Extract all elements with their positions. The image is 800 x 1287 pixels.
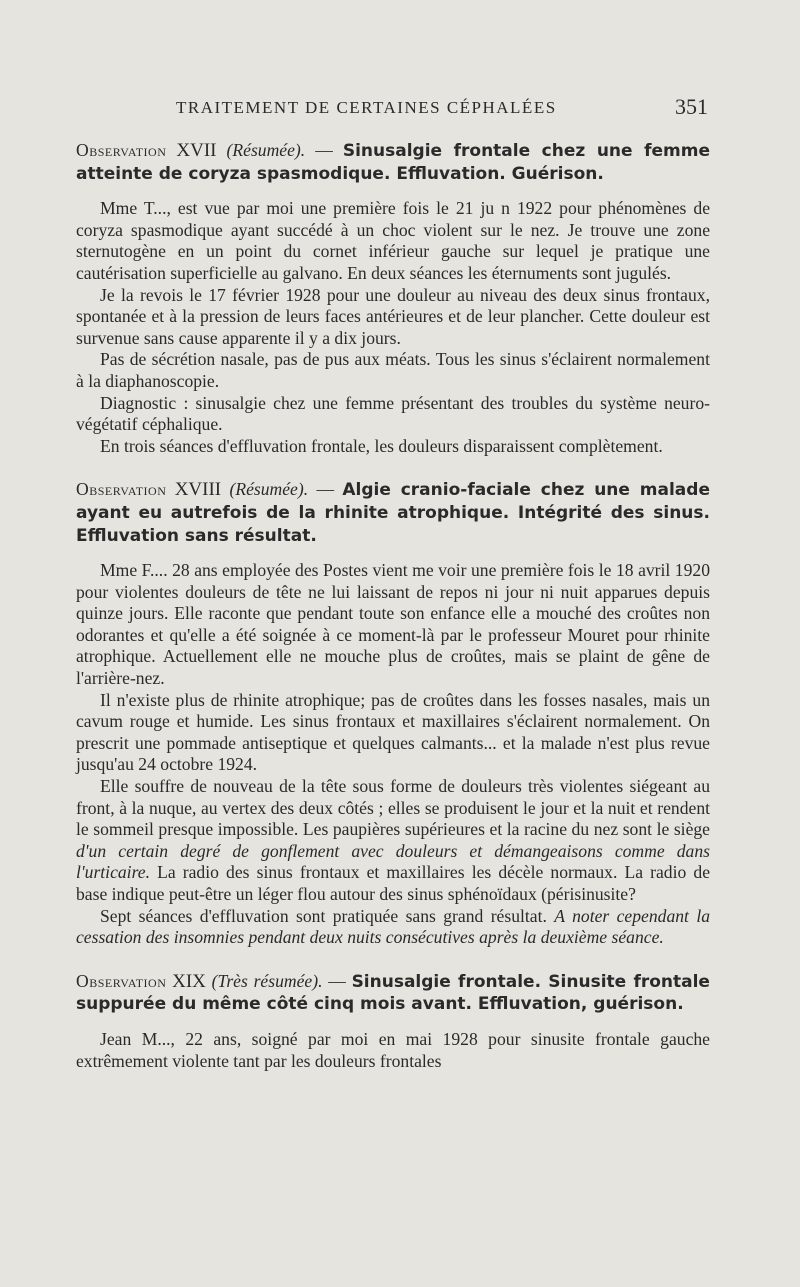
paragraph-text: Elle souffre de nouveau de la tête sous forme de douleurs très violentes siégeant au front, à la nuque, au vertex des deux côtés ; elles se produisent le jour et la nuit et rendent le sommeil presque impossible. Les paupières supérieures et la racine du nez sont le siège (76, 776, 710, 840)
paragraph: Diagnostic : sinusalgie chez une femme présentant des troubles du système neuro-végétatif céphalique. (76, 392, 710, 435)
observation-heading (76, 971, 710, 1016)
observation-note: (Résumée). (226, 140, 306, 160)
paragraph-italic: d'un certain degré de gonflement avec douleurs et démangeaisons comme dans l'urticaire. (76, 840, 710, 883)
observation-number: XVII (176, 140, 217, 161)
paragraph (76, 776, 710, 906)
paragraph-italic: A noter cependant la cessation des insomnies pendant deux nuits consécutives après la deuxième séance. (76, 905, 710, 948)
running-head (76, 94, 708, 128)
paragraph: Mme T..., est vue par moi une première fois le 21 ju n 1922 pour phénomènes de coryza spasmodique ayant succédé à un choc violent sur le nez. Je trouve une zone sternutogène en un point du cornet inférieur gauche sur lequel je pratique une cautérisation superficielle au galvano. En deux séances les éternuments sont jugulés. (76, 198, 710, 283)
running-head-title: TRAITEMENT DE CERTAINES CÉPHALÉES (176, 98, 557, 117)
page-number: 351 (675, 94, 708, 119)
observation-label: Observation (76, 140, 167, 160)
paragraph: Il n'existe plus de rhinite atrophique; pas de croûtes dans les fosses nasales, mais un cavum rouge et humide. Les sinus frontaux et maxillaires s'éclairent normalement. On prescrit une pommade antiseptique et quelques calmants... et la malade n'est plus revue jusqu'au 24 octobre 1924. (76, 689, 710, 775)
body-text (76, 140, 710, 1072)
paragraph-text: La radio des sinus frontaux et maxillaires les décèle normaux. La radio de base indique peut-être un léger flou autour des sinus sphénoïdaux (périsinusite? (76, 862, 710, 904)
observation-note: (Résumée). (229, 479, 309, 500)
observation-dash: — (328, 970, 346, 991)
observation-heading (76, 140, 710, 185)
observation-label: Observation (76, 970, 167, 991)
observation-title: Sinusalgie frontale. Sinusite frontale suppurée du même côté cinq mois avant. Effluvation, guérison. (76, 971, 710, 1015)
observation-number: XVIII (174, 479, 222, 501)
observation-number: XIX (172, 970, 206, 992)
paragraph: Je la revois le 17 février 1928 pour une douleur au niveau des deux sinus frontaux, spontanée et à la pression de leurs faces antérieures et de leur plancher. Cette douleur est survenue sans cause apparente il y a dix jours. (76, 284, 710, 348)
observation-dash: — (315, 140, 333, 160)
paragraph: En trois séances d'effluvation frontale, les douleurs disparaissent complètement. (100, 435, 663, 456)
observation-note: (Très résumée). (211, 970, 323, 991)
observation-title: Algie cranio-faciale chez une malade ayant eu autrefois de la rhinite atrophique. Intégrité des sinus. Effluvation sans résultat. (76, 480, 710, 546)
paragraph (76, 906, 710, 949)
paragraph: Jean M..., 22 ans, soigné par moi en mai 1928 pour sinusite frontale gauche extrêmement violente tant par les douleurs frontales (76, 1028, 710, 1071)
observation-dash: — (316, 479, 335, 500)
observation-label: Observation (76, 479, 167, 500)
observation-heading (76, 479, 710, 547)
paragraph: Pas de sécrétion nasale, pas de pus aux méats. Tous les sinus s'éclairent normalement à la diaphanoscopie. (76, 349, 710, 391)
paragraph-text: Sept séances d'effluvation sont pratiquée sans grand résultat. (100, 905, 547, 926)
observation-title: Sinusalgie frontale chez une femme atteinte de coryza spasmodique. Effluvation. Guérison. (76, 141, 710, 184)
paragraph: Mme F.... 28 ans employée des Postes vient me voir une première fois le 18 avril 1920 pour violentes douleurs de tête ne lui laissant de repos ni jour ni nuit apparues depuis quinze jours. Elle raconte que pendant toute son enfance elle a mouché des croûtes non odorantes et qu'elle a été soignée à ce moment-là par le professeur Mouret pour rhinite atrophique. Actuellement elle ne mouche plus de croûtes, mais se plaint de gêne de l'arrière-nez. (76, 560, 710, 689)
